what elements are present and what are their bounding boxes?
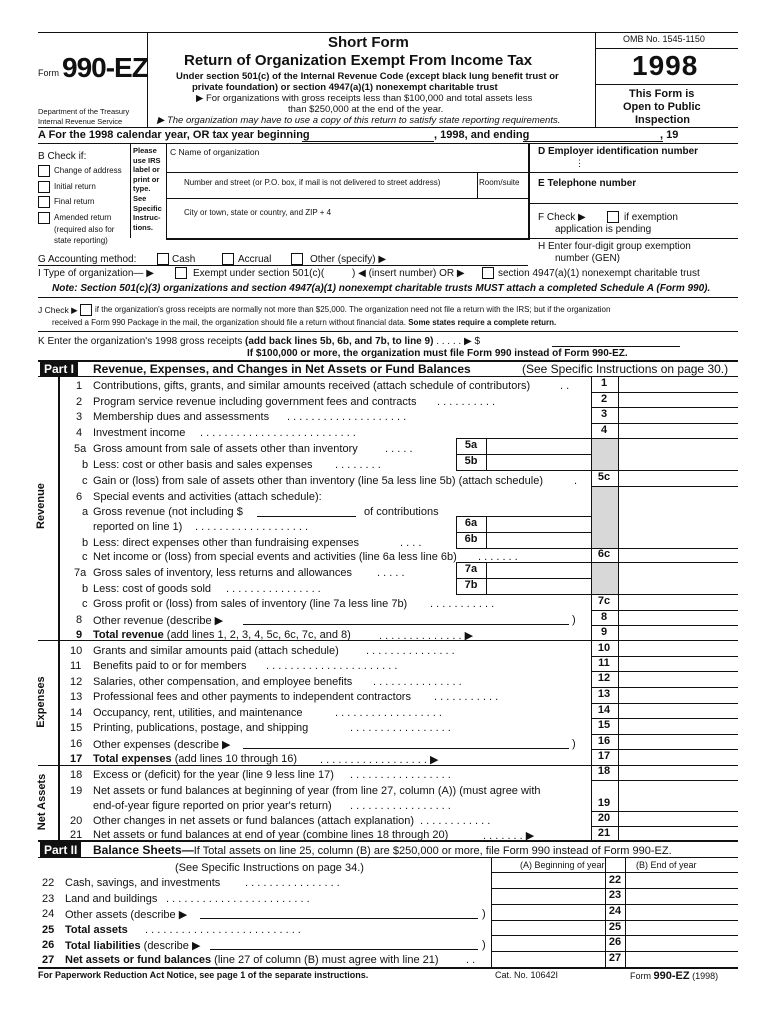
- col-num-8: 8: [600, 611, 608, 623]
- col-num-5c: 5c: [597, 471, 611, 483]
- dots-15: . . . . . . . . . . . . . . . . .: [350, 722, 451, 734]
- tax-year-end-line[interactable]: [523, 141, 663, 142]
- row-a-label: A For the 1998 calendar year, OR tax year beginning: [38, 129, 310, 141]
- line-21-text: Net assets or fund balances at end of year (combine lines 18 through 20): [93, 829, 449, 841]
- line-14-text: Occupancy, rent, utilities, and maintenance: [93, 707, 303, 719]
- row-j-prefix: J Check ▶: [38, 305, 78, 315]
- dots-20: . . . . . . . . . . . .: [420, 815, 491, 827]
- row-k-text: K Enter the organization's 1998 gross receipts (add back lines 5b, 6b, and 7b, to line 9) . . . . . ▶ $: [38, 336, 481, 347]
- bal-num-25: 25: [608, 921, 622, 933]
- col-b-header: (B) End of year: [636, 860, 697, 870]
- street-label: Number and street (or P.O. box, if mail is not delivered to street address): [184, 178, 441, 187]
- final-return-label: Final return: [54, 197, 95, 206]
- part1-subtitle: (See Specific Instructions on page 30.): [522, 362, 729, 376]
- subtitle-2: private foundation) or section 4947(a)(1) nonexempt charitable trust: [192, 82, 498, 93]
- dots-23: . . . . . . . . . . . . . . . . . . . . . . . .: [166, 893, 310, 905]
- line-5a-num: 5a: [74, 443, 87, 455]
- line-6a-text-1b: of contributions: [364, 506, 439, 518]
- bal-23-num: 23: [42, 893, 55, 905]
- accrual-label: Accrual: [238, 254, 272, 265]
- col-num-16: 16: [597, 735, 611, 747]
- line-6a-text-1: Gross revenue (not including $: [93, 506, 243, 518]
- other-expenses-describe-line[interactable]: [243, 748, 569, 749]
- line-7c-text: Gross profit or (loss) from sales of inventory (line 7a less line 7b): [93, 598, 408, 610]
- part2-tag: Part II: [40, 842, 81, 858]
- line-17-num: 17: [70, 753, 83, 765]
- line-20-text: Other changes in net assets or fund balances (attach explanation): [93, 815, 415, 827]
- dots-19: . . . . . . . . . . . . . . . . .: [350, 800, 451, 812]
- bal-27-num: 27: [42, 954, 55, 966]
- line-12-num: 12: [70, 676, 83, 688]
- line-9-num: 9: [76, 629, 83, 641]
- line-12-text: Salaries, other compensation, and employee benefits: [93, 676, 353, 688]
- col-num-21: 21: [597, 827, 611, 839]
- bal-num-22: 22: [608, 874, 622, 886]
- line-11-num: 11: [70, 660, 82, 672]
- line-1-text: Contributions, gifts, grants, and similar amounts received (attach schedule of contributors): [93, 380, 531, 392]
- paren-16: ): [572, 738, 576, 750]
- note-rule: [38, 297, 738, 298]
- dots-2: . . . . . . . . . .: [437, 396, 496, 408]
- line-6-num: 6: [76, 491, 83, 503]
- line-14-num: 14: [70, 707, 83, 719]
- bal-26-text: Total liabilities (describe ▶: [65, 940, 201, 952]
- box-num-5a: 5a: [464, 439, 478, 451]
- initial-return-checkbox[interactable]: [38, 181, 50, 193]
- paren-26: ): [482, 939, 486, 951]
- col-num-12: 12: [597, 672, 611, 684]
- line-21-num: 21: [70, 829, 83, 841]
- col-num-6c: 6c: [597, 548, 611, 560]
- year-rule: [595, 84, 738, 85]
- col-num-19: 19: [597, 797, 611, 809]
- omb-rule: [595, 48, 738, 49]
- line-4-num: 4: [76, 427, 83, 439]
- line-7b-text: Less: cost of goods sold: [93, 583, 212, 595]
- line-7a-text: Gross sales of inventory, less returns and allowances: [93, 567, 353, 579]
- row-k-note: If $100,000 or more, the organization must file Form 990 instead of Form 990-EZ.: [247, 348, 628, 359]
- col-num-13: 13: [597, 688, 611, 700]
- open-public-3: Inspection: [635, 114, 691, 126]
- other-method-label: Other (specify) ▶: [310, 254, 387, 265]
- paperwork-notice: For Paperwork Reduction Act Notice, see page 1 of the separate instructions.: [38, 970, 369, 980]
- linenum-col-right: [618, 376, 619, 840]
- ein-separator: ⋮: [575, 158, 584, 168]
- subtitle-3: ▶ For organizations with gross receipts less than $100,000 and total assets less: [196, 93, 533, 104]
- amended-return-label: Amended return: [54, 213, 112, 222]
- line-19-text-2: end-of-year figure reported on prior year's return): [93, 800, 332, 812]
- please-divider-right: [166, 143, 167, 238]
- col-num-20: 20: [597, 812, 611, 824]
- box-5-bottom: [456, 470, 591, 471]
- line-18-text: Excess or (deficit) for the year (line 9 less line 17): [93, 769, 334, 781]
- schedule-a-note: Note: Section 501(c)(3) organizations and section 4947(a)(1) nonexempt charitable trusts MUST attach a completed Schedule A (Form 990).: [52, 283, 711, 294]
- dots-17: . . . . . . . . . . . . . . . . . . ▶: [320, 754, 439, 766]
- dots-7a: . . . . .: [377, 567, 405, 579]
- bal-num-24: 24: [608, 905, 622, 917]
- col-num-9: 9: [600, 626, 608, 638]
- exempt-501c-label: Exempt under section 501(c)(: [193, 268, 325, 279]
- bal-25-text: Total assets: [65, 924, 128, 936]
- room-label: Room/suite: [479, 178, 520, 187]
- amended-return-checkbox[interactable]: [38, 212, 50, 224]
- box-7-bottom: [456, 594, 591, 595]
- bal-rule-h: [491, 872, 738, 873]
- box-num-5b: 5b: [464, 455, 478, 467]
- rule-6c: [591, 562, 738, 563]
- city-label: City or town, state or country, and ZIP + 4: [184, 208, 332, 217]
- line-15-num: 15: [70, 722, 83, 734]
- dots-12: . . . . . . . . . . . . . . .: [373, 676, 462, 688]
- col-num-15: 15: [597, 719, 611, 731]
- dots-4: . . . . . . . . . . . . . . . . . . . . . . . . . .: [200, 427, 356, 439]
- line-11-text: Benefits paid to or for members: [93, 660, 247, 672]
- dots-5b: . . . . . . . .: [335, 459, 381, 471]
- exemption-rule: [528, 238, 738, 239]
- dots-14: . . . . . . . . . . . . . . . . . .: [335, 707, 442, 719]
- row-j-text-2: received a Form 990 Package in the mail, the organization should file a return without financial data. Some states require a complete return.: [52, 318, 557, 327]
- row-a-mid: , 1998, and ending: [434, 129, 530, 141]
- col-num-1: 1: [600, 377, 608, 389]
- accrual-checkbox[interactable]: [222, 253, 234, 265]
- change-address-checkbox[interactable]: [38, 165, 50, 177]
- line-6b-letter: b: [82, 537, 89, 549]
- line-5c-text: Gain or (loss) from sale of assets other than inventory (line 5a less line 5b) (attach schedule): [93, 475, 543, 487]
- row-g-rule: [38, 265, 528, 266]
- gross-receipts-amount-line[interactable]: [552, 346, 680, 347]
- gen-label: H Enter four-digit group exemption: [538, 241, 691, 252]
- bal-num-26: 26: [608, 936, 622, 948]
- gross-receipts-checkbox[interactable]: [80, 304, 92, 316]
- line-20-num: 20: [70, 815, 83, 827]
- line-6a-amount-line[interactable]: [257, 516, 356, 517]
- part2-see-instructions: (See Specific Instructions on page 34.): [175, 862, 364, 874]
- shade-7ab: [592, 562, 618, 594]
- dots-21: . . . . . . . ▶: [483, 830, 535, 842]
- line-15-text: Printing, publications, postage, and shipping: [93, 722, 309, 734]
- line-8-num: 8: [76, 614, 83, 626]
- section-4947-checkbox[interactable]: [482, 267, 494, 279]
- line-5a-text: Gross amount from sale of assets other than inventory: [93, 443, 358, 455]
- part1-header-rule: [38, 376, 738, 377]
- org-name-label: C Name of organization: [170, 147, 260, 157]
- dots-3: . . . . . . . . . . . . . . . . . . . .: [287, 411, 407, 423]
- amended-note-2: state reporting): [54, 236, 108, 245]
- col-num-7c: 7c: [597, 595, 611, 607]
- shade-5ab: [592, 438, 618, 470]
- line-3-text: Membership dues and assessments: [93, 411, 270, 423]
- dots-13: . . . . . . . . . . .: [434, 691, 499, 703]
- please-divider-left: [130, 143, 131, 238]
- row-j-text-1: if the organization's gross receipts are normally not more than $25,000. The organization need not file a return with the IRS; but if the organization: [95, 305, 611, 314]
- irs: Internal Revenue Service: [38, 117, 123, 126]
- col-num-11: 11: [598, 657, 610, 669]
- ein-rule: [528, 172, 738, 173]
- col-num-3: 3: [600, 408, 608, 420]
- net-assets-side-rule: [58, 765, 60, 840]
- exemption-check-label: F Check ▶: [538, 212, 586, 223]
- part2-header-rule: [38, 857, 738, 858]
- ein-label: D Employer identification number: [538, 146, 699, 157]
- box-num-7a: 7a: [464, 563, 478, 575]
- row-a-rule: [38, 143, 738, 144]
- check-b-label: B Check if:: [38, 151, 87, 162]
- footer-form: Form 990-EZ (1998): [630, 970, 719, 982]
- line-16-num: 16: [70, 738, 83, 750]
- other-method-checkbox[interactable]: [291, 253, 303, 265]
- bal-26-num: 26: [42, 939, 55, 951]
- initial-return-label: Initial return: [54, 182, 96, 191]
- line-6-text: Special events and activities (attach schedule):: [93, 491, 322, 503]
- rule-4: [591, 438, 738, 439]
- accounting-method-label: G Accounting method:: [38, 254, 137, 265]
- net-assets-side-label: Net Assets: [36, 773, 48, 831]
- line-6a-text-2: reported on line 1): [93, 521, 183, 533]
- bal-num-27: 27: [608, 952, 622, 964]
- final-return-checkbox[interactable]: [38, 196, 50, 208]
- part2-title: Balance Sheets—If Total assets on line 25, column (B) are $250,000 or more, file Form 990 instead of Form 990-EZ.: [93, 843, 672, 857]
- line-9-text: Total revenue (add lines 1, 2, 3, 4, 5c, 6c, 7c, and 8): [93, 629, 351, 641]
- header-bottom-rule: [38, 127, 738, 128]
- box-num-7b: 7b: [464, 579, 478, 591]
- dots-9: . . . . . . . . . . . . . . ▶: [379, 630, 474, 642]
- org-box-bottom: [166, 238, 530, 240]
- line-16-text: Other expenses (describe ▶: [93, 739, 231, 751]
- line-3-num: 3: [76, 411, 83, 423]
- bal-25-num: 25: [42, 924, 55, 936]
- exemption-pending-checkbox[interactable]: [607, 211, 619, 223]
- box-num-6a: 6a: [464, 517, 478, 529]
- bal-27-text: Net assets or fund balances (line 27 of column (B) must agree with line 21): [65, 954, 439, 966]
- insert-number-label: ) ◀ (insert number) OR ▶: [352, 268, 465, 279]
- line-7b-letter: b: [82, 583, 89, 595]
- col-num-4: 4: [600, 424, 608, 436]
- line-4-text: Investment income: [93, 427, 186, 439]
- change-address-label: Change of address: [54, 166, 122, 175]
- line-6c-text: Net income or (loss) from special events and activities (line 6a less line 6b): [93, 551, 457, 563]
- dots-27: . .: [466, 954, 476, 966]
- org-box-right: [528, 143, 530, 238]
- org-name-rule: [166, 172, 528, 173]
- line-7a-num: 7a: [74, 567, 87, 579]
- line-18-num: 18: [70, 769, 83, 781]
- dots-6b: . . . .: [400, 537, 422, 549]
- liabilities-describe-line[interactable]: [210, 949, 478, 950]
- footer-rule: [38, 967, 738, 969]
- bal-23-text: Land and buildings: [65, 893, 158, 905]
- subtitle-1: Under section 501(c) of the Internal Revenue Code (except black lung benefit trust or: [176, 71, 559, 82]
- box-num-6b: 6b: [464, 533, 478, 545]
- subtitle-5: ▶ The organization may have to use a copy of this return to satisfy state reporting requirements.: [157, 115, 561, 126]
- line-19-text-1: Net assets or fund balances at beginning of year (from line 27, column (A)) (must agree with: [93, 785, 541, 797]
- tax-year: 1998: [632, 50, 699, 81]
- dots-22: . . . . . . . . . . . . . . . .: [245, 877, 340, 889]
- col-a-header: (A) Beginning of year: [520, 860, 605, 870]
- dots-7c: . . . . . . . . . . .: [430, 598, 495, 610]
- catalog-number: Cat. No. 10642I: [495, 970, 559, 980]
- cash-checkbox[interactable]: [157, 253, 169, 265]
- col-num-18: 18: [597, 765, 611, 777]
- revenue-side-label: Revenue: [35, 483, 47, 529]
- org-type-label: I Type of organization— ▶: [38, 268, 154, 279]
- form-word: Form: [38, 68, 59, 78]
- revenue-side-rule: [58, 376, 60, 640]
- street-rule: [166, 198, 528, 199]
- dots-18: . . . . . . . . . . . . . . . . .: [350, 769, 451, 781]
- dots-5a: . . . . .: [385, 443, 413, 455]
- room-divider: [477, 172, 478, 198]
- line-10-text: Grants and similar amounts paid (attach schedule): [93, 645, 339, 657]
- subtitle-4: than $250,000 at the end of the year.: [288, 104, 444, 115]
- telephone-rule: [528, 203, 738, 204]
- line-13-num: 13: [70, 691, 83, 703]
- top-rule: [38, 32, 738, 33]
- line-6b-text: Less: direct expenses other than fundraising expenses: [93, 537, 359, 549]
- bal-24-num: 24: [42, 908, 55, 920]
- dots-7b: . . . . . . . . . . . . . . . .: [226, 583, 321, 595]
- line-7c-letter: c: [82, 598, 88, 610]
- dots-6c: . . . . . . .: [478, 551, 518, 563]
- dots-10: . . . . . . . . . . . . . . .: [366, 645, 455, 657]
- col-num-17: 17: [597, 750, 611, 762]
- line-17-text: Total expenses (add lines 10 through 16): [93, 753, 298, 765]
- dots-5c: .: [574, 475, 578, 487]
- part1-tag: Part I: [40, 361, 78, 377]
- tax-year-begin-line[interactable]: [302, 141, 434, 142]
- gen-label-2: number (GEN): [555, 253, 621, 264]
- line-5c-letter: c: [82, 475, 88, 487]
- row-a-end: , 19: [660, 129, 679, 141]
- dots-6a: . . . . . . . . . . . . . . . . . . .: [195, 521, 309, 533]
- amended-note-1: (required also for: [54, 225, 115, 234]
- line-10-num: 10: [70, 645, 83, 657]
- cash-label: Cash: [172, 254, 196, 265]
- header-divider-right: [595, 32, 596, 127]
- paren-8: ): [572, 614, 576, 626]
- line-2-num: 2: [76, 396, 83, 408]
- form-number: 990-EZ: [62, 52, 148, 83]
- dots-11: . . . . . . . . . . . . . . . . . . . . . .: [266, 660, 398, 672]
- telephone-label: E Telephone number: [538, 178, 637, 189]
- section-4947-label: section 4947(a)(1) nonexempt charitable trust: [498, 268, 700, 279]
- dots-25: . . . . . . . . . . . . . . . . . . . . . . . . . .: [145, 924, 301, 936]
- other-revenue-describe-line[interactable]: [243, 624, 569, 625]
- line-19-num: 19: [70, 785, 83, 797]
- col-num-10: 10: [597, 642, 611, 654]
- col-num-14: 14: [597, 704, 611, 716]
- line-8-text: Other revenue (describe ▶: [93, 615, 224, 627]
- box-6-bottom: [456, 548, 591, 549]
- line-5b-letter: b: [82, 459, 89, 471]
- expenses-side-rule: [58, 640, 60, 765]
- omb-number: OMB No. 1545-1150: [623, 34, 705, 44]
- please-block: Please use IRS label or print or type. See Specific Instruc- tions.: [133, 146, 162, 232]
- shade-6ab: [592, 486, 618, 548]
- line-2-text: Program service revenue including government fees and contracts: [93, 396, 417, 408]
- line-13-text: Professional fees and other payments to independent contractors: [93, 691, 411, 703]
- line-6c-letter: c: [82, 551, 88, 563]
- paren-24: ): [482, 908, 486, 920]
- title-small: Short Form: [328, 34, 409, 51]
- bal-24-text: Other assets (describe ▶: [65, 909, 188, 921]
- line-5b-text: Less: cost or other basis and sales expenses: [93, 459, 313, 471]
- dept-treasury: Department of the Treasury: [38, 107, 130, 116]
- title-main: Return of Organization Exempt From Income Tax: [184, 52, 533, 69]
- part1-title: Revenue, Expenses, and Changes in Net Assets or Fund Balances: [93, 362, 471, 376]
- rule-18: [591, 780, 738, 781]
- exemption-check-label-3: application is pending: [555, 224, 652, 235]
- other-assets-describe-line[interactable]: [200, 918, 478, 919]
- open-public-1: This Form is: [629, 88, 695, 100]
- exempt-501c-checkbox[interactable]: [175, 267, 187, 279]
- line-6a-letter: a: [82, 506, 89, 518]
- bal-22-text: Cash, savings, and investments: [65, 877, 221, 889]
- line-1-num: 1: [76, 380, 83, 392]
- col-num-2: 2: [600, 393, 608, 405]
- part2-top-rule: [38, 840, 738, 842]
- rule-5c: [591, 486, 738, 487]
- bal-num-23: 23: [608, 889, 622, 901]
- bal-22-num: 22: [42, 877, 55, 889]
- row-j-rule: [38, 331, 738, 332]
- open-public-2: Open to Public: [623, 101, 701, 113]
- dots-1: . .: [560, 380, 570, 392]
- expenses-side-label: Expenses: [35, 676, 47, 728]
- exemption-check-label-2: if exemption: [624, 212, 678, 223]
